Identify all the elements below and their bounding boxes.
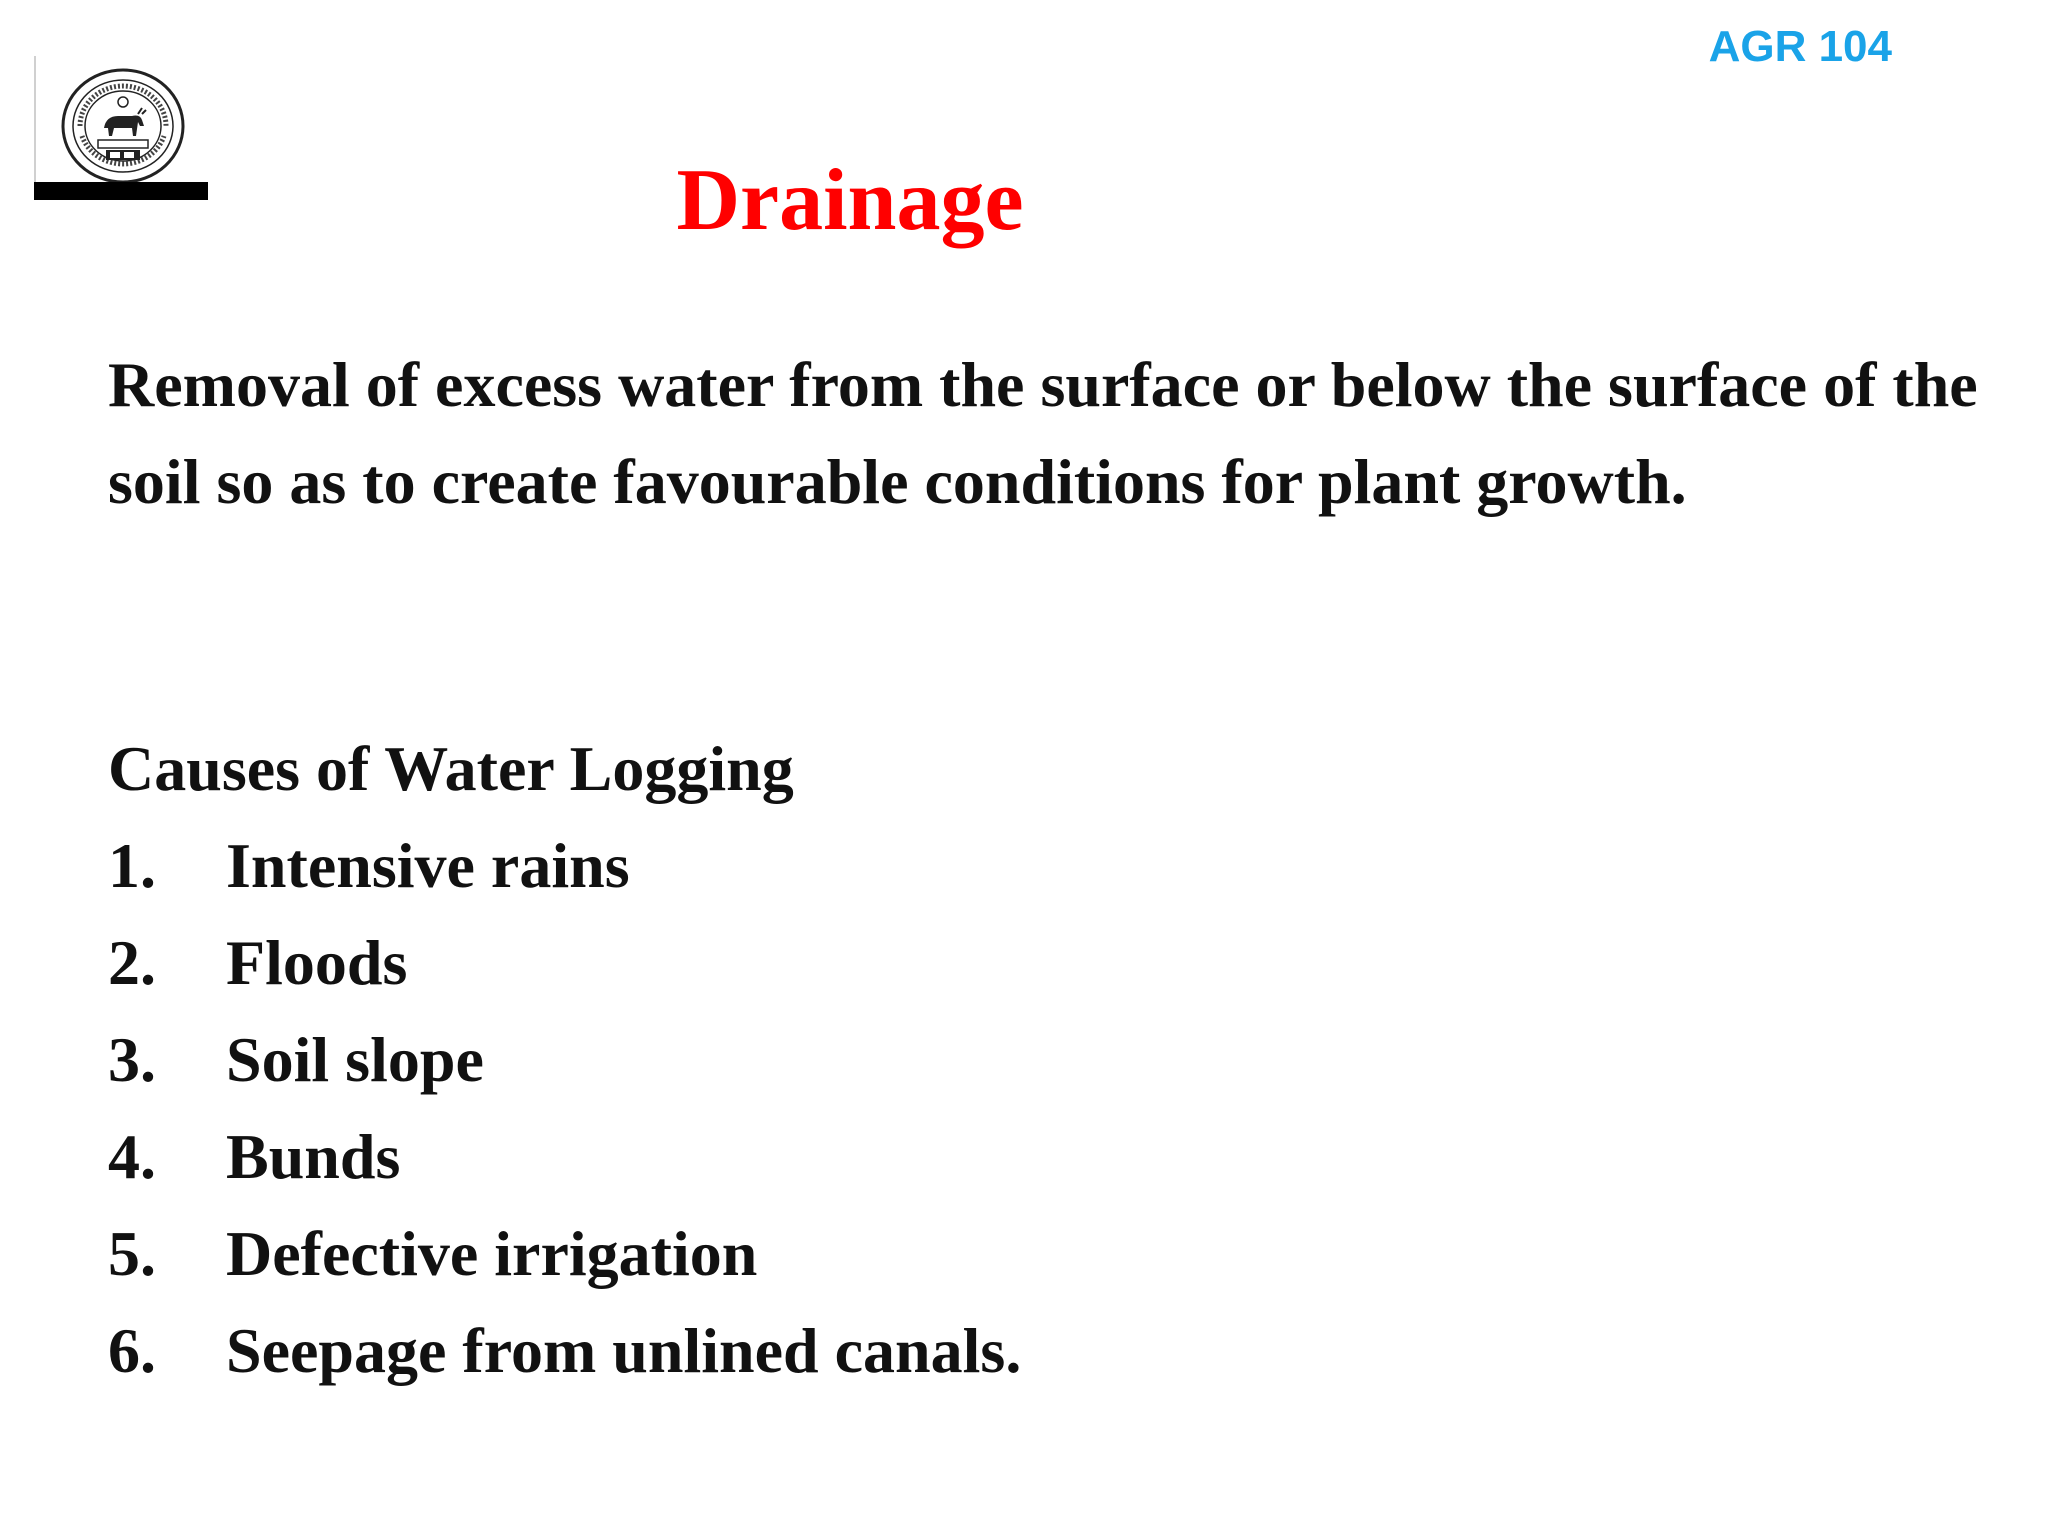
list-item bbox=[108, 1205, 1021, 1302]
course-code: AGR 104 bbox=[1708, 22, 1892, 71]
list-item bbox=[108, 817, 1021, 914]
list-item-number: 1. bbox=[108, 830, 156, 901]
list-item bbox=[108, 1011, 1021, 1108]
causes-list bbox=[108, 817, 1021, 1399]
list-item bbox=[108, 914, 1021, 1011]
list-item-text: Seepage from unlined canals. bbox=[226, 1315, 1022, 1386]
list-item-number: 6. bbox=[108, 1315, 156, 1386]
causes-heading: Causes of Water Logging bbox=[108, 733, 794, 804]
list-item-text: Soil slope bbox=[226, 1024, 484, 1095]
list-item-number: 3. bbox=[108, 1024, 156, 1095]
list-item bbox=[108, 1108, 1021, 1205]
list-item-text: Bunds bbox=[226, 1121, 401, 1192]
list-item-text: Intensive rains bbox=[226, 830, 630, 901]
list-item-number: 5. bbox=[108, 1218, 156, 1289]
definition-text: Removal of excess water from the surface or below the surface of the soil so as to create favourable conditions for plant growth. bbox=[108, 349, 1978, 517]
list-item bbox=[108, 1302, 1021, 1399]
list-item-text: Defective irrigation bbox=[226, 1218, 758, 1289]
slide-title: Drainage bbox=[676, 152, 1024, 249]
list-item-number: 2. bbox=[108, 927, 156, 998]
list-item-number: 4. bbox=[108, 1121, 156, 1192]
list-item-text: Floods bbox=[226, 927, 408, 998]
